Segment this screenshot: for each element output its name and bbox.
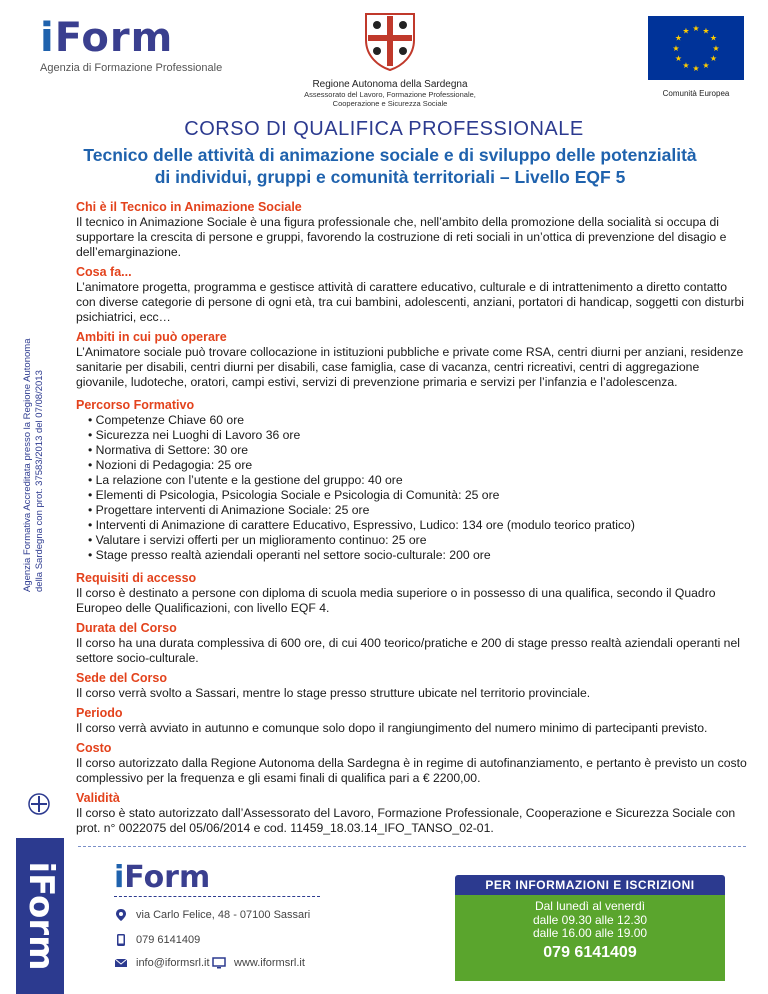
section-cosa (76, 265, 748, 325)
info-box (455, 875, 725, 981)
section-durata (76, 621, 748, 666)
email-icon (114, 956, 128, 970)
info-title: PER INFORMAZIONI E ISCRIZIONI (455, 875, 725, 895)
section-text: Il corso verrà svolto a Sassari, mentre lo stage presso strutture ubicate nel territorio provinciale. (76, 686, 591, 700)
info-phone[interactable]: 079 6141409 (543, 943, 637, 961)
list-item: • Interventi di Animazione di carattere Educativo, Espressivo, Ludico: 134 ore (modulo teorico pratico) (88, 518, 748, 533)
course-title: Tecnico delle attività di animazione sociale e di sviluppo delle potenzialità di individui, gruppi e comunità territoriali – Livello EQF 5 (83, 145, 697, 187)
list-item: • Competenze Chiave 60 ore (88, 413, 748, 428)
section-text: Il corso ha una durata complessiva di 600 ore, di cui 400 teorico/pratiche e 200 di stage presso realtà aziendali operanti nel settore socio-culturale. (76, 636, 740, 665)
info-hours-1: dalle 09.30 alle 12.30 (532, 912, 648, 927)
section-text: Il tecnico in Animazione Sociale è una figura professionale che, nell’ambito della promozione della socialità si occupa di supportare la crescita di persone e gruppi, favorendo la costruzione di reti sociali in un’ottica di prevenzione del disagio e dell’emarginazione. (76, 215, 727, 259)
course-type: CORSO DI QUALIFICA PROFESSIONALE (184, 118, 584, 140)
website-link[interactable]: www.iformsrl.it (234, 957, 305, 969)
list-item: • Nozioni di Pedagogia: 25 ore (88, 458, 748, 473)
section-text: Il corso verrà avviato in autunno e comunque solo dopo il rangiungimento del numero minimo di partecipanti previsto. (76, 721, 708, 735)
svg-text:★: ★ (692, 24, 700, 33)
email-row[interactable] (114, 956, 210, 970)
section-periodo (76, 706, 748, 736)
footer-logo: iForm (114, 860, 211, 895)
iform-logo (40, 15, 223, 74)
list-item: • Normativa di Settore: 30 ore (88, 443, 748, 458)
svg-text:★: ★ (702, 61, 710, 70)
info-body (455, 895, 725, 981)
region-name: Regione Autonoma della Sardegna (312, 79, 468, 90)
info-hours-2: dalle 16.00 alle 19.00 (532, 926, 648, 940)
divider (78, 846, 746, 847)
list-item: • Valutare i servizi offerti per un miglioramento continuo: 25 ore (88, 533, 748, 548)
address-row (114, 908, 310, 922)
list-item: • Elementi di Psicologia, Psicologia Sociale e Psicologia di Comunità: 25 ore (88, 488, 748, 503)
phone-text: 079 6141409 (136, 934, 201, 946)
section-title: Durata del Corso (76, 621, 177, 635)
percorso-list (88, 413, 748, 563)
section-percorso (76, 398, 748, 563)
section-text: Il corso autorizzato dalla Regione Autonoma della Sardegna è in regime di autofinanziamento, e pertanto è previsto un costo complessivo per la frequenza e gli esami finali di qualifica pari a € 2200,00. (76, 756, 747, 785)
sardinia-crest-small-icon (28, 790, 50, 818)
section-title: Cosa fa... (76, 265, 132, 279)
footer-divider (114, 896, 320, 897)
location-pin-icon (114, 908, 128, 922)
eu-logo (648, 16, 744, 98)
section-title: Costo (76, 741, 112, 755)
svg-text:★: ★ (709, 33, 718, 43)
list-item: • La relazione con l’utente e la gestione del gruppo: 40 ore (88, 473, 748, 488)
svg-text:★: ★ (682, 26, 690, 36)
region-dept-2: Cooperazione e Sicurezza Sociale (332, 99, 448, 108)
svg-text:★: ★ (692, 64, 700, 73)
section-text: L’animatore progetta, programma e gestisce attività di carattere educativo, culturale e di intrattenimento a diretto contatto con diverse categorie di persone di ogni età, tra cui bambini, adolescenti, anziani, portatori di handicap, soggetti con disturbi psichiatrici, ecc… (76, 280, 745, 324)
section-title: Ambiti in cui può operare (76, 330, 227, 344)
phone-row (114, 933, 200, 947)
email-link[interactable]: info@iformsrl.it (136, 957, 210, 969)
svg-text:★: ★ (674, 33, 683, 43)
svg-text:★: ★ (712, 44, 720, 53)
eu-flag-icon (648, 16, 744, 80)
section-title: Requisiti di accesso (76, 571, 197, 585)
list-item: • Progettare interventi di Animazione Sociale: 25 ore (88, 503, 748, 518)
address-text: via Carlo Felice, 48 - 07100 Sassari (136, 909, 311, 921)
region-logo (300, 10, 480, 108)
svg-text:★: ★ (709, 54, 718, 63)
section-title: Periodo (76, 706, 123, 720)
info-days: Dal lunedì al venerdì (534, 899, 646, 913)
sardinia-crest-icon (360, 10, 420, 72)
iform-subtitle: Agenzia di Formazione Professionale (40, 62, 223, 74)
website-row[interactable] (212, 956, 305, 970)
iform-brand: iForm (40, 15, 174, 61)
side-brand-bar (16, 838, 64, 994)
eu-label: Comunità Europea (662, 89, 730, 98)
section-chi (76, 200, 748, 260)
section-text: Il corso è stato autorizzato dall’Assessorato del Lavoro, Formazione Professionale, Cooperazione e Sicurezza Sociale con prot. n° 0022075 del 05/06/2014 e cod. 11459_18.03.14_IFO_TANSO_02-01. (76, 806, 736, 835)
monitor-icon (212, 956, 226, 970)
section-requisiti (76, 571, 748, 616)
list-item: • Stage presso realtà aziendali operanti nel settore socio-culturale: 200 ore (88, 548, 748, 563)
svg-text:★: ★ (674, 54, 683, 63)
phone-icon (114, 933, 128, 947)
svg-text:★: ★ (682, 61, 690, 70)
section-ambiti (76, 330, 748, 390)
section-title: Percorso Formativo (76, 398, 195, 412)
section-title: Sede del Corso (76, 671, 167, 685)
section-sede (76, 671, 748, 701)
svg-text:★: ★ (702, 26, 710, 36)
section-validita (76, 791, 748, 836)
region-dept-1: Assessorato del Lavoro, Formazione Professionale, (304, 90, 476, 99)
side-brand-text: iForm (21, 861, 61, 971)
section-text: Il corso è destinato a persone con diploma di scuola media superiore o in possesso di una qualifica, secondo il Quadro Europeo delle Qualificazioni, con livello EQF 4. (76, 586, 716, 615)
section-costo (76, 741, 748, 786)
accreditation-note: Agenzia Formativa Accreditata presso la Regione Autonoma della Sardegna con prot. 37583/2013 del 07/08/2013 (22, 338, 45, 592)
list-item: • Sicurezza nei Luoghi di Lavoro 36 ore (88, 428, 748, 443)
section-title: Validità (76, 791, 120, 805)
svg-text:★: ★ (672, 44, 680, 53)
section-text: L’Animatore sociale può trovare collocazione in istituzioni pubbliche e private come RSA, centri diurni per anziani, residenze sanitarie per disabili, centri diurni per disabili, case famiglia, case di vacanza, centri ricreativi, centri di aggregazione giovanile, ludoteche, oratori, campi estivi, servizi di prevenzione primaria e servizi per l’infanzia e l’adolescenza. (76, 345, 744, 389)
section-title: Chi è il Tecnico in Animazione Sociale (76, 200, 302, 214)
course-details (76, 200, 748, 841)
